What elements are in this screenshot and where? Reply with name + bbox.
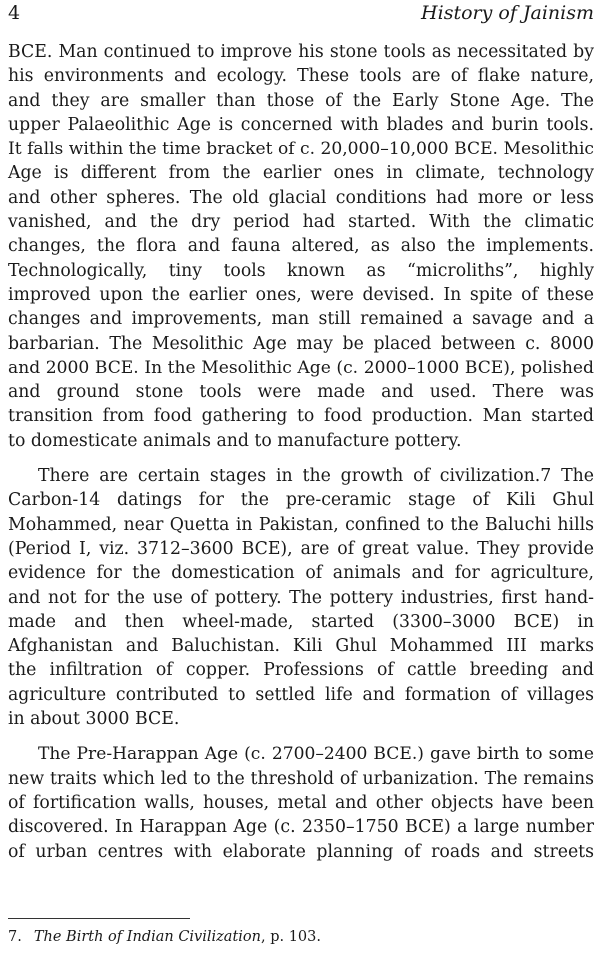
text-line: agriculture contributed to settled life and formation of villages — [8, 684, 594, 705]
text-line: and not for the use of pottery. The pottery industries, first hand- — [8, 587, 594, 608]
footnote-number: 7. — [8, 929, 22, 945]
text-line: (Period I, viz. 3712–3600 BCE), are of great value. They provide — [8, 538, 594, 559]
text-line: changes, the flora and fauna altered, as also the implements. — [8, 236, 594, 257]
text-line: Afghanistan and Baluchistan. Kili Ghul Mohammed III marks — [8, 636, 594, 657]
text-line: and they are smaller than those of the Early Stone Age. The — [8, 90, 594, 111]
text-line: vanished, and the dry period had started. With the climatic — [8, 212, 594, 233]
text-line: improved upon the earlier ones, were devised. In spite of these — [8, 284, 594, 305]
footnote-rule — [8, 918, 190, 919]
text-line: evidence for the domestication of animals and for agriculture, — [8, 563, 594, 584]
text-line: Technologically, tiny tools known as “microliths”, highly — [8, 260, 594, 281]
paragraph-harappan-age — [8, 742, 594, 863]
text-line: new traits which led to the threshold of urbanization. The remains — [8, 768, 594, 789]
text-line: transition from food gathering to food production. Man started — [8, 406, 594, 427]
text-line: of urban centres with elaborate planning of roads and streets — [8, 841, 594, 862]
page-number: 4 — [8, 2, 21, 24]
text-line: and other spheres. The old glacial conditions had more or less — [8, 187, 594, 208]
text-line: BCE. Man continued to improve his stone tools as necessitated by — [8, 42, 594, 62]
running-head — [8, 2, 594, 28]
footnote — [8, 929, 321, 945]
text-line: of fortification walls, houses, metal and other objects have been — [8, 792, 594, 813]
running-title: History of Jainism — [421, 2, 594, 24]
text-line: in about 3000 BCE. — [8, 709, 180, 730]
footnote-title: The Birth of Indian Civilization — [33, 929, 261, 945]
text-line: his environments and ecology. These tools are of flake nature, — [8, 66, 594, 87]
paragraph-stone-age — [8, 40, 594, 453]
text-line: changes and improvements, man still remained a savage and a — [8, 309, 594, 330]
body-text — [8, 40, 594, 864]
text-line: the infiltration of copper. Professions of cattle breeding and — [8, 660, 594, 681]
text-line: There are certain stages in the growth of civilization.7 The — [38, 466, 594, 487]
text-line: and ground stone tools were made and used. There was — [8, 382, 594, 403]
text-line: Mohammed, near Quetta in Pakistan, confined to the Baluchi hills — [8, 514, 594, 535]
text-line: barbarian. The Mesolithic Age may be placed between c. 8000 — [8, 333, 594, 354]
text-line: and 2000 BCE. In the Mesolithic Age (c. 2000–1000 BCE), polished — [8, 357, 594, 378]
text-line: to domesticate animals and to manufacture pottery. — [8, 430, 462, 451]
text-line: made and then wheel-made, started (3300–3000 BCE) in — [8, 611, 594, 632]
paragraph-civilization-stages — [8, 464, 594, 731]
text-line: The Pre-Harappan Age (c. 2700–2400 BCE.) gave birth to some — [38, 744, 594, 765]
footnote-page-ref: , p. 103. — [260, 929, 321, 945]
text-line: upper Palaeolithic Age is concerned with blades and burin tools. — [8, 114, 594, 135]
text-line: Carbon-14 datings for the pre-ceramic stage of Kili Ghul — [8, 490, 594, 511]
text-line: Age is different from the earlier ones in climate, technology — [8, 163, 594, 184]
text-line: It falls within the time bracket of c. 20,000–10,000 BCE. Mesolithic — [8, 139, 594, 160]
text-line: discovered. In Harappan Age (c. 2350–1750 BCE) a large number — [8, 817, 594, 838]
